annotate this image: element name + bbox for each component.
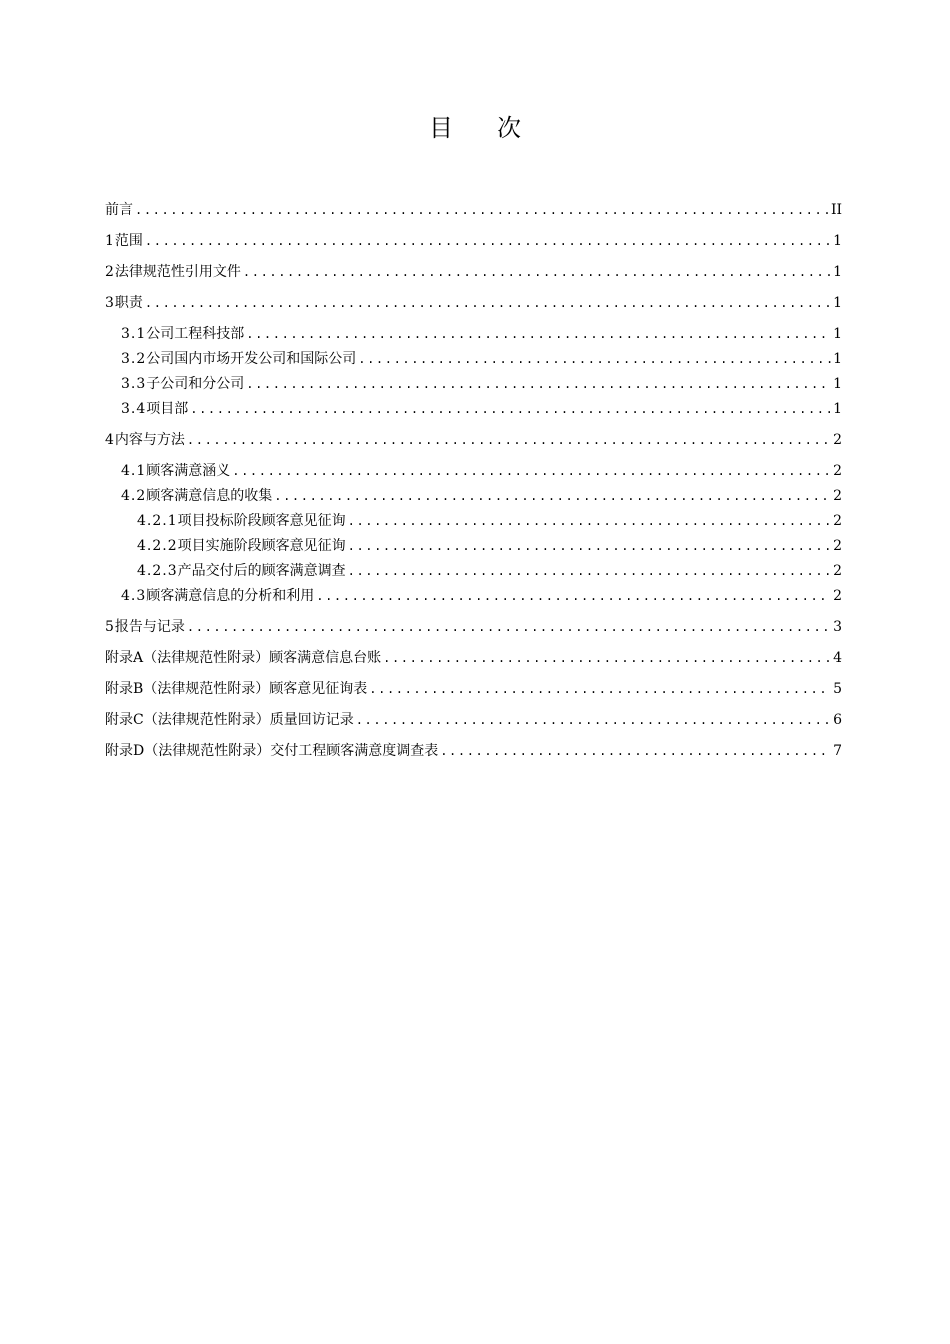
toc-entry-leader-dots xyxy=(440,741,831,761)
toc-entry-number: 3 xyxy=(105,295,115,311)
toc-entry-number: 附录C（法律规范性附录） xyxy=(105,712,270,728)
toc-entry-number: 4.2.3 xyxy=(137,563,178,579)
toc-entry-leader-dots xyxy=(187,617,831,637)
toc-entry-leader-dots xyxy=(145,231,831,251)
toc-entry-title: 顾客满意涵义 xyxy=(146,463,231,479)
toc-entry-page-number: 1 xyxy=(833,351,842,367)
toc-entry-page-number: 2 xyxy=(833,488,842,504)
toc-entry-leader-dots xyxy=(246,324,831,344)
toc-entry-leader-dots xyxy=(383,648,831,668)
toc-entry-page-number: 1 xyxy=(833,326,842,342)
toc-entry-title: 顾客满意信息的分析和利用 xyxy=(146,588,315,604)
toc-entry-number: 附录B（法律规范性附录） xyxy=(105,681,270,697)
toc-entry-title: 子公司和分公司 xyxy=(146,376,245,392)
toc-entry-leader-dots xyxy=(356,710,831,730)
toc-entry[interactable] xyxy=(105,430,842,450)
toc-entry-title: 范围 xyxy=(114,233,143,249)
toc-entry-page-number: 1 xyxy=(833,376,842,392)
toc-entry-number: 3.4 xyxy=(121,401,147,417)
toc-entry[interactable] xyxy=(121,324,842,344)
toc-entry[interactable] xyxy=(121,486,842,506)
toc-entry-number: 3.3 xyxy=(121,376,147,392)
toc-title xyxy=(0,112,950,144)
toc-entry-page-number: 2 xyxy=(833,432,842,448)
toc-entry-page-number: II xyxy=(830,202,842,218)
toc-entry-number: 5 xyxy=(105,619,115,635)
toc-entry-leader-dots xyxy=(369,679,831,699)
toc-title-left: 目 xyxy=(429,114,453,142)
toc-entry-number: 附录A（法律规范性附录） xyxy=(105,650,270,666)
toc-entry-page-number: 1 xyxy=(833,233,842,249)
toc-entry[interactable] xyxy=(137,511,842,531)
toc-entry-page-number: 5 xyxy=(833,681,842,697)
toc-entry-title: 职责 xyxy=(114,295,143,311)
toc-entry[interactable] xyxy=(105,200,842,220)
toc-entry-title: 前言 xyxy=(105,202,133,218)
toc-entry-leader-dots xyxy=(358,349,831,369)
toc-entry[interactable] xyxy=(105,648,842,668)
toc-entry-title: 项目投标阶段顾客意见征询 xyxy=(177,513,346,529)
toc-entry-title: 产品交付后的顾客满意调查 xyxy=(177,563,346,579)
toc-entry-number: 4.2 xyxy=(121,488,147,504)
toc-entry[interactable] xyxy=(105,741,842,761)
toc-entry-number: 4.2.2 xyxy=(137,538,178,554)
toc-entry-leader-dots xyxy=(187,430,831,450)
toc-entry-page-number: 2 xyxy=(833,513,842,529)
toc-entry-leader-dots xyxy=(348,536,831,556)
toc-entry-leader-dots xyxy=(135,200,829,220)
toc-entry[interactable] xyxy=(137,561,842,581)
toc-entry-page-number: 1 xyxy=(833,401,842,417)
toc-entry-title: 交付工程顾客满意度调查表 xyxy=(270,743,439,759)
toc-entry-number: 附录D（法律规范性附录） xyxy=(105,743,271,759)
toc-entry-number: 4.3 xyxy=(121,588,147,604)
toc-entry-page-number: 3 xyxy=(833,619,842,635)
toc-entry-leader-dots xyxy=(243,262,831,282)
toc-entry-leader-dots xyxy=(145,293,831,313)
toc-entry[interactable] xyxy=(121,399,842,419)
toc-entry-page-number: 2 xyxy=(833,588,842,604)
toc-entry-number: 4.1 xyxy=(121,463,147,479)
toc-entry[interactable] xyxy=(121,374,842,394)
toc-entry-leader-dots xyxy=(274,486,831,506)
toc-entry[interactable] xyxy=(137,536,842,556)
toc-entry[interactable] xyxy=(105,231,842,251)
toc-entry[interactable] xyxy=(105,679,842,699)
toc-entry-title: 报告与记录 xyxy=(114,619,185,635)
toc-entry-leader-dots xyxy=(190,399,831,419)
toc-entry-page-number: 1 xyxy=(833,264,842,280)
toc-entry[interactable] xyxy=(121,586,842,606)
toc-entry-title: 顾客满意信息台账 xyxy=(269,650,382,666)
toc-entry[interactable] xyxy=(105,293,842,313)
toc-entry-page-number: 4 xyxy=(833,650,842,666)
toc-entry[interactable] xyxy=(105,617,842,637)
toc-entry-title: 公司国内市场开发公司和国际公司 xyxy=(146,351,357,367)
toc-entry-title: 质量回访记录 xyxy=(269,712,354,728)
toc-entry-title: 项目实施阶段顾客意见征询 xyxy=(177,538,346,554)
toc-entry-leader-dots xyxy=(348,511,831,531)
toc-entry-page-number: 1 xyxy=(833,295,842,311)
toc-entry-title: 公司工程科技部 xyxy=(146,326,245,342)
toc-entry[interactable] xyxy=(105,710,842,730)
toc-entry-title: 顾客意见征询表 xyxy=(269,681,368,697)
toc-entry-number: 3.1 xyxy=(121,326,147,342)
toc-entry-number: 4.2.1 xyxy=(137,513,178,529)
toc-entry[interactable] xyxy=(105,262,842,282)
toc-entry-title: 内容与方法 xyxy=(114,432,185,448)
toc-entry-title: 顾客满意信息的收集 xyxy=(146,488,273,504)
toc-entry-leader-dots xyxy=(348,561,831,581)
toc-entry-number: 2 xyxy=(105,264,115,280)
toc-entry-page-number: 6 xyxy=(833,712,842,728)
toc-entry-page-number: 7 xyxy=(833,743,842,759)
toc-entry-page-number: 2 xyxy=(833,538,842,554)
toc-entry-number: 4 xyxy=(105,432,115,448)
toc-entry-title: 项目部 xyxy=(146,401,189,417)
toc-entry-page-number: 2 xyxy=(833,563,842,579)
toc-title-right: 次 xyxy=(497,114,521,142)
toc-entry-leader-dots xyxy=(316,586,831,606)
toc-entry-leader-dots xyxy=(246,374,831,394)
toc-entry-leader-dots xyxy=(232,461,831,481)
toc-entry-title: 法律规范性引用文件 xyxy=(114,264,241,280)
toc-entry[interactable] xyxy=(121,349,842,369)
toc-entry-number: 1 xyxy=(105,233,115,249)
toc-entry-page-number: 2 xyxy=(833,463,842,479)
toc-entry[interactable] xyxy=(121,461,842,481)
toc-entry-number: 3.2 xyxy=(121,351,147,367)
